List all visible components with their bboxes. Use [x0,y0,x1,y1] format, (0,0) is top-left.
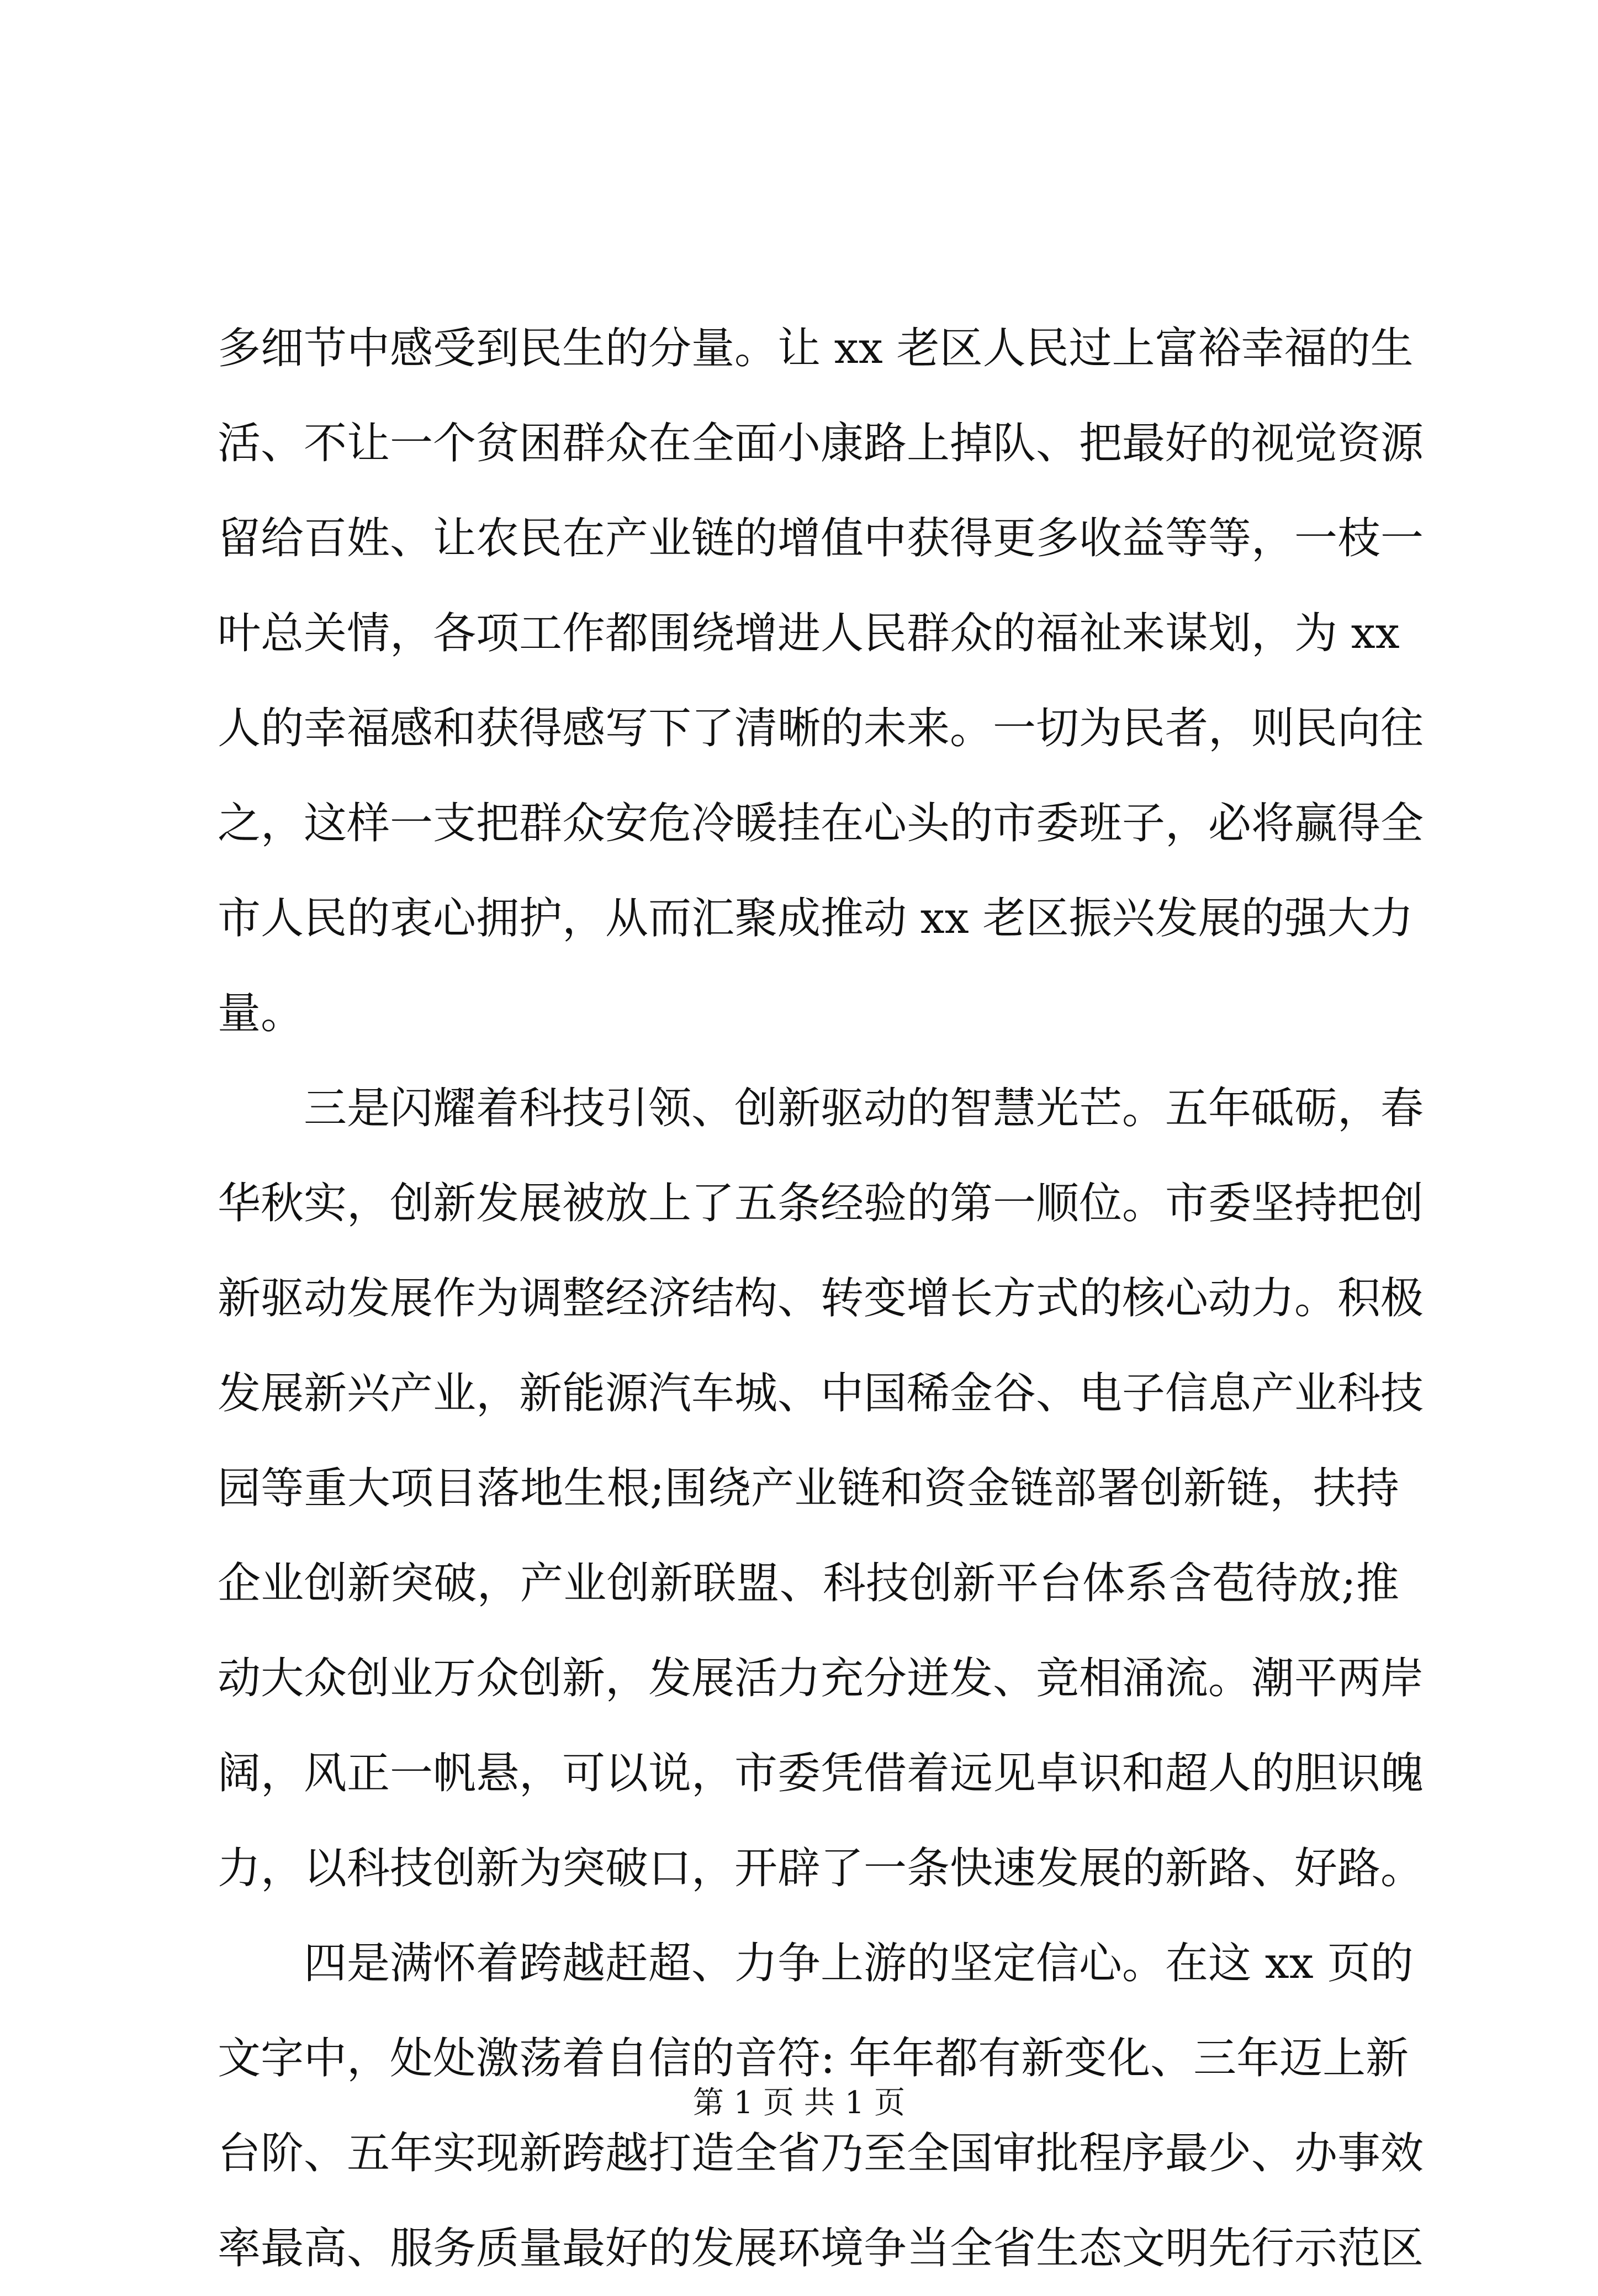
text-line: 发展新兴产业，新能源汽车城、中国稀金谷、电子信息产业科技 [218,1369,1424,1418]
text-line: 三是闪耀着科技引领、创新驱动的智慧光芒。五年砥砺，春 [218,1084,1424,1133]
text-line: 叶总关情，各项工作都围绕增进人民群众的福祉来谋划，为 xx [218,609,1400,658]
text-line: 人的幸福感和获得感写下了清晰的未来。一切为民者，则民向往 [218,704,1424,753]
text-line: 率最高、服务质量最好的发展环境争当全省生态文明先行示范区 [218,2224,1424,2273]
text-line: 企业创新突破，产业创新联盟、科技创新平台体系含苞待放;推 [218,1559,1399,1608]
page-footer: 第 1 页 共 1 页 [692,2085,906,2121]
text-line: 留给百姓、让农民在产业链的增值中获得更多收益等等，一枝一 [218,514,1424,563]
text-line: 文字中，处处激荡着自信的音符: 年年都有新变化、三年迈上新 [218,2034,1409,2083]
text-line: 动大众创业万众创新，发展活力充分迸发、竞相涌流。潮平两岸 [218,1654,1424,1703]
text-line: 量。 [218,989,304,1038]
text-line: 阔，风正一帆悬，可以说，市委凭借着远见卓识和超人的胆识魄 [218,1749,1424,1798]
text-line: 之，这样一支把群众安危冷暖挂在心头的市委班子，必将赢得全 [218,799,1424,848]
text-line: 力，以科技创新为突破口，开辟了一条快速发展的新路、好路。 [218,1844,1424,1893]
body-text [218,301,1424,2296]
text-line: 市人民的衷心拥护，从而汇聚成推动 xx 老区振兴发展的强大力 [218,894,1414,943]
text-line: 华秋实，创新发展被放上了五条经验的第一顺位。市委坚持把创 [218,1179,1424,1228]
text-line: 多细节中感受到民生的分量。让 xx 老区人民过上富裕幸福的生 [218,324,1414,373]
text-line: 新驱动发展作为调整经济结构、转变增长方式的核心动力。积极 [218,1274,1424,1323]
text-line: 园等重大项目落地生根;围绕产业链和资金链部署创新链，扶持 [218,1464,1399,1513]
text-line: 台阶、五年实现新跨越打造全省乃至全国审批程序最少、办事效 [218,2129,1424,2178]
text-line: 活、不让一个贫困群众在全面小康路上掉队、把最好的视觉资源 [218,419,1424,468]
text-line: 四是满怀着跨越赶超、力争上游的坚定信心。在这 xx 页的 [218,1939,1414,1988]
